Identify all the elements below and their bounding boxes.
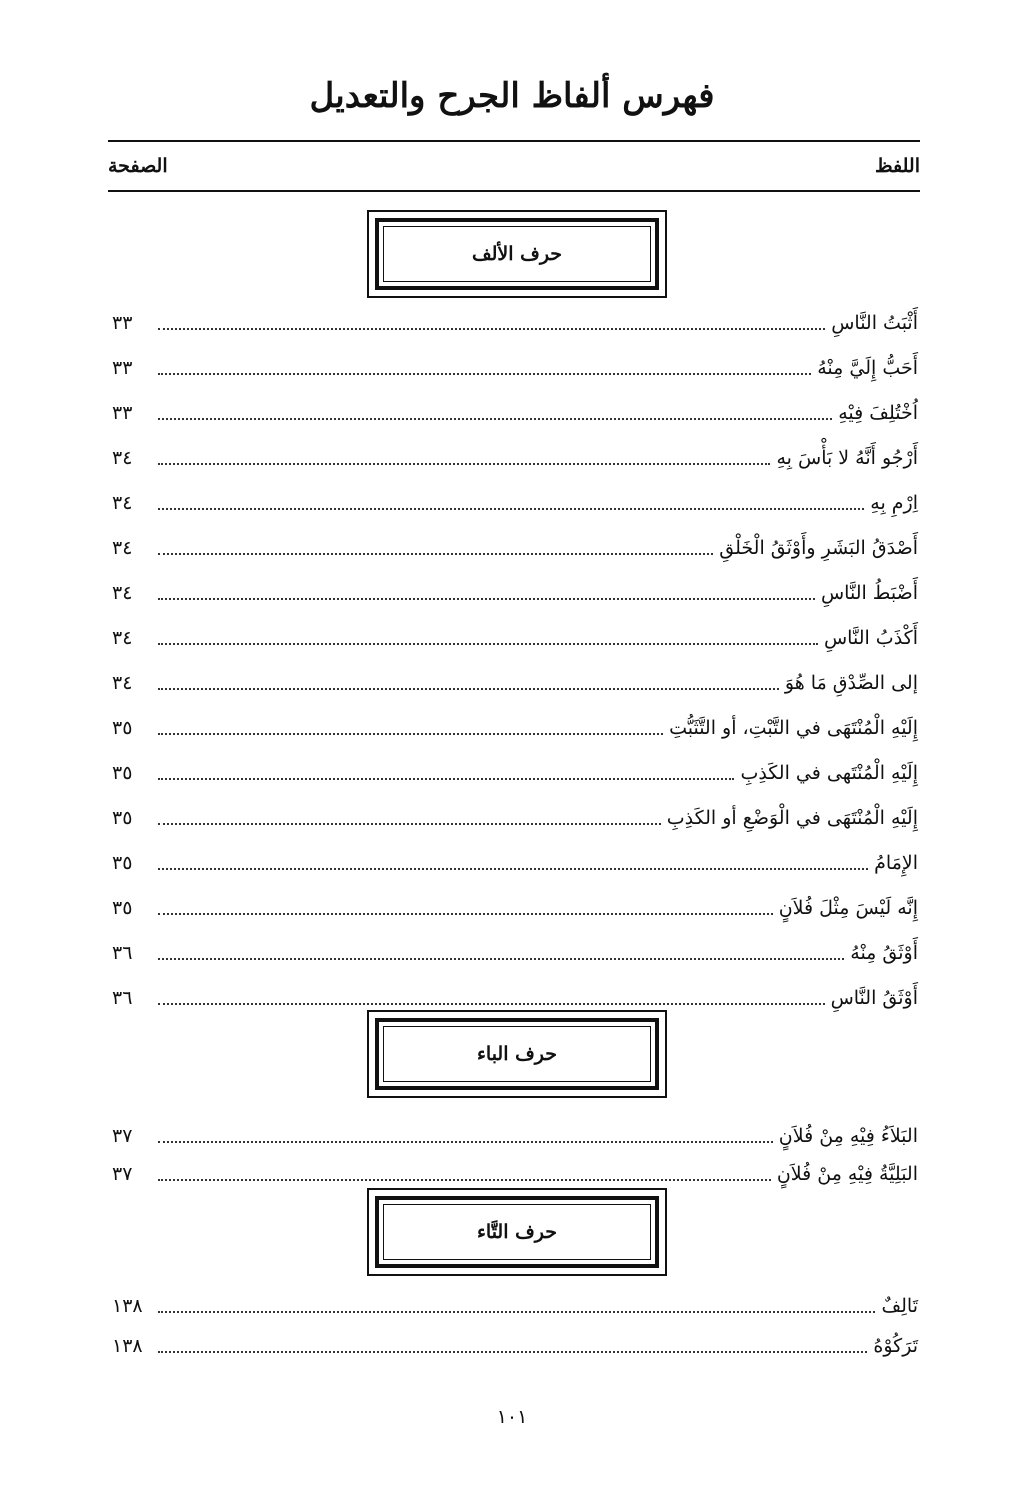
entry-page: ٣٥ <box>112 852 133 874</box>
entry-page: ٣٣ <box>112 357 133 379</box>
entry-page: ٣٥ <box>112 717 133 739</box>
entry-page: ٣٥ <box>112 762 133 784</box>
index-entry <box>112 480 918 516</box>
entry-page: ٣٣ <box>112 402 133 424</box>
dot-leader <box>158 462 770 465</box>
entry-term: أَضْبَطُ النَّاسِ <box>820 582 918 604</box>
index-entry <box>112 615 918 651</box>
page-title: فهرس ألفاظ الجرح والتعديل <box>309 76 715 116</box>
index-entry <box>112 660 918 696</box>
index-entry <box>112 1151 918 1187</box>
index-entry <box>112 435 918 471</box>
entry-term: الإِمَامُ <box>874 852 918 874</box>
dot-leader <box>158 597 815 600</box>
entry-page: ٣٧ <box>112 1125 133 1147</box>
entry-term: إِلَيْهِ الْمُنْتَهى في الكَذِبِ <box>740 762 918 784</box>
entry-term: اِرْمِ بِهِ <box>870 492 918 514</box>
dot-leader <box>158 507 864 510</box>
section-heading-alif <box>367 210 667 298</box>
dot-leader <box>158 327 825 330</box>
entry-term: أَصْدَقُ البَشَرِ وأَوْثَقُ الْخَلْقِ <box>719 537 918 559</box>
dot-leader <box>158 1140 773 1143</box>
dot-leader <box>158 957 844 960</box>
dot-leader <box>158 1002 825 1005</box>
index-header <box>108 140 920 192</box>
section-heading-ta <box>367 1188 667 1276</box>
entry-term: تَالِفٌ <box>881 1295 918 1317</box>
entry-page: ٣٧ <box>112 1163 133 1185</box>
section-heading-label: حرف التَّاء <box>383 1204 651 1260</box>
section-heading-label: حرف الألف <box>383 226 651 282</box>
dot-leader <box>158 912 773 915</box>
index-entry <box>112 1283 918 1319</box>
dot-leader <box>158 1178 771 1181</box>
entry-page: ٣٤ <box>112 672 133 694</box>
section-heading-label: حرف الباء <box>383 1026 651 1082</box>
dot-leader <box>158 372 811 375</box>
entry-term: إِنَّه لَيْسَ مِثْلَ فُلاَنٍ <box>778 897 918 919</box>
entry-term: أَثْبَتُ النَّاسِ <box>831 312 918 334</box>
entry-page: ٣٤ <box>112 582 133 604</box>
entry-page: ٣٦ <box>112 942 133 964</box>
dot-leader <box>158 687 779 690</box>
index-entry <box>112 300 918 336</box>
page-number: ١٠١ <box>496 1406 528 1428</box>
index-entry <box>112 840 918 876</box>
entry-page: ١٣٨ <box>112 1335 143 1357</box>
dot-leader <box>158 822 661 825</box>
entry-term: أَوْثَقُ مِنْهُ <box>850 942 918 964</box>
dot-leader <box>158 417 832 420</box>
dot-leader <box>158 777 734 780</box>
index-entry <box>112 750 918 786</box>
entry-term: اُخْتُلِفَ فِيْهِ <box>838 402 918 424</box>
dot-leader <box>158 732 663 735</box>
dot-leader <box>158 1310 875 1313</box>
dot-leader <box>158 1350 867 1353</box>
entry-term: البَلاَءُ فِيْهِ مِنْ فُلاَنٍ <box>778 1125 918 1147</box>
index-entry <box>112 885 918 921</box>
page-column-label: الصفحة <box>108 155 168 177</box>
entry-term: أَوْثَقُ النَّاسِ <box>830 987 918 1009</box>
index-entry <box>112 525 918 561</box>
index-entry <box>112 1323 918 1359</box>
index-entry <box>112 930 918 966</box>
entry-term: أَكْذَبُ النَّاسِ <box>823 627 918 649</box>
word-column-label: اللفظ <box>874 155 920 177</box>
index-entry <box>112 390 918 426</box>
dot-leader <box>158 867 868 870</box>
entry-term: إِلَيْهِ الْمُنْتَهَى في التَّبْتِ، أو التَّثَبُّتِ <box>669 717 918 739</box>
dot-leader <box>158 642 818 645</box>
index-entry <box>112 570 918 606</box>
dot-leader <box>158 552 713 555</box>
entry-page: ٣٤ <box>112 492 133 514</box>
entry-page: ٣٤ <box>112 627 133 649</box>
entry-page: ١٣٨ <box>112 1295 143 1317</box>
index-entry <box>112 705 918 741</box>
entry-page: ٣٤ <box>112 447 133 469</box>
index-entry <box>112 975 918 1011</box>
entry-term: إِلَيْهِ الْمُنْتَهَى في الْوَضْعِ أو الكَذِبِ <box>666 807 918 829</box>
index-entry <box>112 345 918 381</box>
entry-term: البَلِيَّةُ فِيْهِ مِنْ فُلاَنٍ <box>776 1163 918 1185</box>
section-heading-ba <box>367 1010 667 1098</box>
entry-page: ٣٥ <box>112 807 133 829</box>
entry-page: ٣٤ <box>112 537 133 559</box>
entry-term: أَرْجُو أَنَّهُ لا بَأْسَ بِهِ <box>776 447 918 469</box>
entry-page: ٣٥ <box>112 897 133 919</box>
entry-term: أَحَبُّ إِلَيَّ مِنْهُ <box>817 357 918 379</box>
entry-term: تَرَكُوْهُ <box>873 1335 918 1357</box>
entry-page: ٣٣ <box>112 312 133 334</box>
entry-page: ٣٦ <box>112 987 133 1009</box>
index-entry <box>112 1113 918 1149</box>
index-entry <box>112 795 918 831</box>
entry-term: إلى الصِّدْقِ مَا هُوَ <box>784 672 918 694</box>
